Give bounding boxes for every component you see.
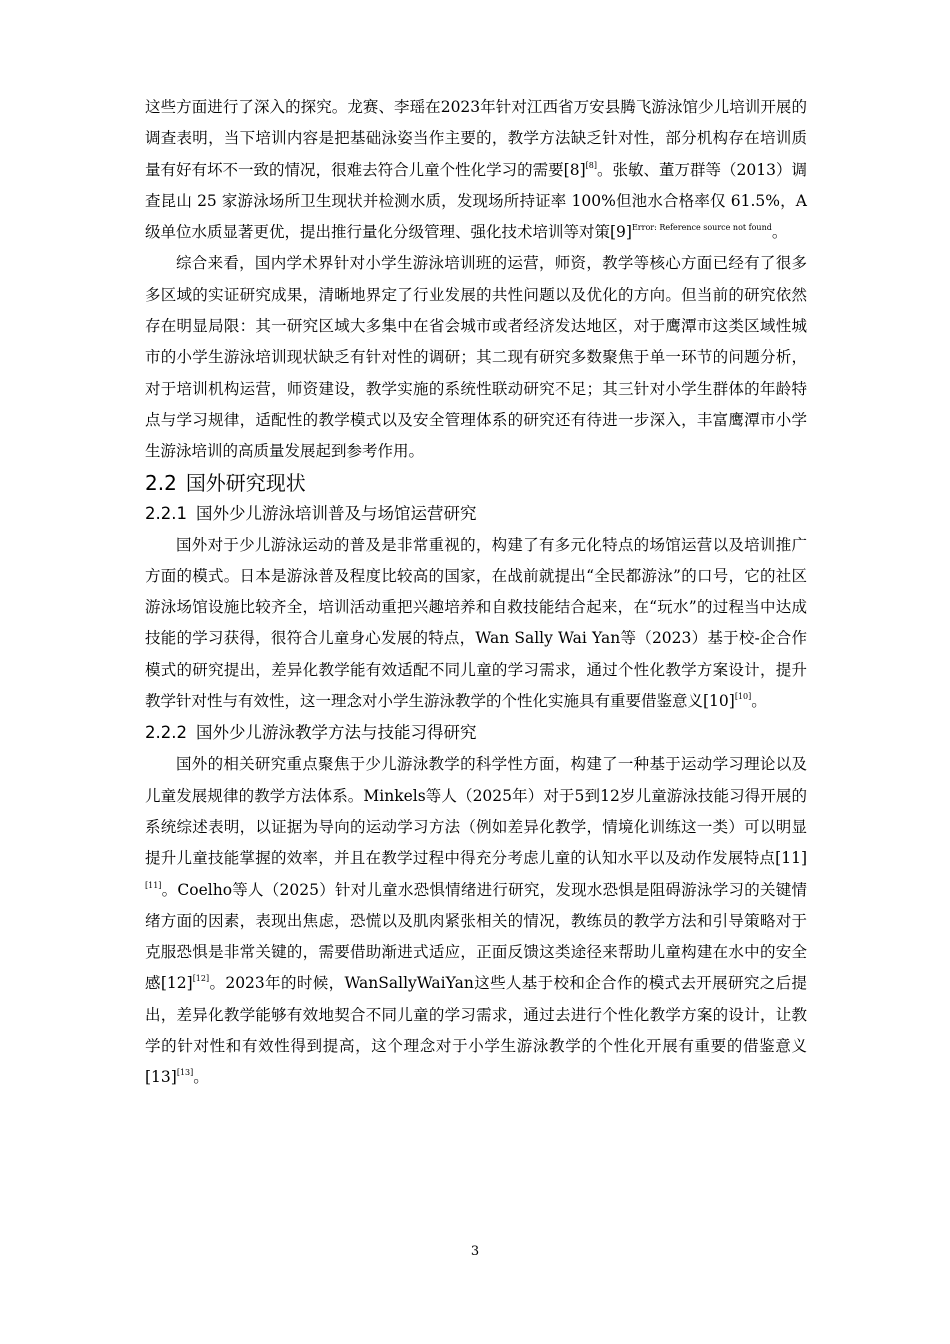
section-number: 2.2	[145, 470, 177, 495]
para-text: 。张敏、董万群等（2013）调查昆山 25 家游泳场所卫生现状并检测水质，发现场所持证率 100%但池水合格率仅 61.5%，A 级单位水质显著更优，提出推行量化分级管理、强化技术培训等对策[9]	[145, 160, 807, 242]
paragraph-domestic-summary: 综合来看，国内学术界针对小学生游泳培训班的运营，师资，教学等核心方面已经有了很多多区域的实证研究成果，清晰地界定了行业发展的共性问题以及优化的方向。但当前的研究依然存在明显局限：其一研究区域大多集中在省会城市或者经济发达地区，对于鹰潭市这类区域性城市的小学生游泳培训现状缺乏有针对性的调研；其二现有研究多数聚焦于单一环节的问题分析，对于培训机构运营，师资建设，教学实施的系统性联动研究不足；其三针对小学生群体的年龄特点与学习规律，适配性的教学模式以及安全管理体系的研究还有待进一步深入，丰富鹰潭市小学生游泳培训的高质量发展起到参考作用。	[145, 254, 807, 461]
para-text: 。	[771, 223, 788, 242]
citation-superscript: [11]	[145, 880, 162, 890]
citation-superscript: [12]	[192, 974, 210, 984]
citation-superscript: [13]	[176, 1068, 194, 1078]
subsection-heading-2-2-1	[145, 498, 807, 530]
subsection-heading-2-2-2	[145, 717, 807, 749]
para-text: 国外对于少儿游泳运动的普及是非常重视的，构建了有多元化特点的场馆运营以及培训推广方面的模式。日本是游泳普及程度比较高的国家，在战前就提出“全民都游泳”的口号，它的社区游泳场馆设施比较齐全，培训活动重把兴趣培养和自救技能结合起来，在“玩水”的过程当中达成技能的学习获得，很符合儿童身心发展的特点，Wan Sally Wai Yan等（2023）基于校-企合作模式的研究提出，差异化教学能有效适配不同儿童的学习需求，通过个性化教学方案设计，提升教学针对性与有效性，这一理念对小学生游泳教学的个性化实施具有重要借鉴意义[10]	[145, 535, 807, 711]
citation-superscript: [10]	[734, 692, 752, 702]
para-text: 。2023年的时候，WanSallyWaiYan这些人基于校和企合作的模式去开展研究之后提出，差异化教学能够有效地契合不同儿童的学习需求，通过去进行个性化教学方案的设计，让教学的针对性和有效性得到提高，这个理念对于小学生游泳教学的个性化开展有重要的借鉴意义[13]	[145, 974, 807, 1087]
subsection-title: 国外少儿游泳教学方法与技能习得研究	[195, 723, 477, 743]
paragraph-foreign-popularization	[145, 530, 807, 718]
paragraph-foreign-teaching-methods	[145, 749, 807, 1093]
section-heading-2-2	[145, 468, 807, 498]
para-text: 。	[751, 692, 767, 711]
para-text: 国外的相关研究重点聚焦于少儿游泳教学的科学性方面，构建了一种基于运动学习理论以及儿童发展规律的教学方法体系。Minkels等人（2025年）对于5到12岁儿童游泳技能习得开展的系统综述表明，以证据为导向的运动学习方法（例如差异化教学，情境化训练这一类）可以明显提升儿童技能掌握的效率，并且在教学过程中得充分考虑儿童的认知水平以及动作发展特点[11]	[145, 755, 807, 868]
subsection-title: 国外少儿游泳培训普及与场馆运营研究	[195, 503, 477, 523]
subsection-number: 2.2.1	[145, 503, 187, 523]
page-number: 3	[470, 1244, 480, 1259]
section-title: 国外研究现状	[185, 470, 306, 495]
page-body	[145, 92, 807, 1094]
paragraph-domestic-studies-cont	[145, 92, 807, 248]
subsection-number: 2.2.2	[145, 723, 187, 743]
citation-superscript: [8]	[585, 160, 597, 170]
citation-error-superscript: Error: Reference source not found	[631, 223, 772, 233]
para-text: 。Coelho等人（2025）针对儿童水恐惧情绪进行研究，发现水恐惧是阻碍游泳学习的关键情绪方面的因素，表现出焦虑，恐慌以及肌肉紧张相关的情况，教练员的教学方法和引导策略对于克服恐惧是非常关键的，需要借助渐进式适应，正面反馈这类途径来帮助儿童构建在水中的安全感[12]	[145, 880, 807, 993]
para-text: 。	[193, 1068, 209, 1087]
para-text: 这些方面进行了深入的探究。龙赛、李瑶在2023年针对江西省万安县腾飞游泳馆少儿培训开展的调查表明，当下培训内容是把基础泳姿当作主要的，教学方法缺乏针对性，部分机构存在培训质量有好有坏不一致的情况，很难去符合儿童个性化学习的需要[8]	[145, 98, 807, 179]
